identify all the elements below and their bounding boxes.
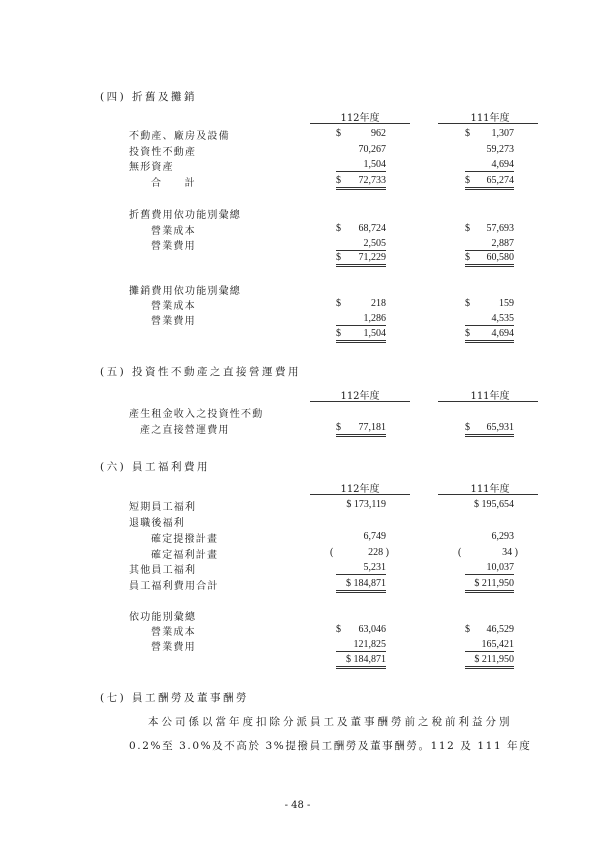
- row-label: 營業成本: [151, 226, 196, 237]
- header-rule: [310, 494, 410, 495]
- column-header-112: 112年度: [340, 113, 380, 124]
- row-label: 無形資產: [129, 162, 174, 173]
- value-111: ( 34 ): [458, 547, 518, 558]
- column-header-111: 111年度: [470, 113, 510, 124]
- function-subtitle: 依功能別彙總: [129, 612, 197, 623]
- total-111: $ 65,931: [465, 421, 514, 437]
- value-112: $ 68,724: [336, 223, 386, 234]
- total-111: $ 211,950: [465, 577, 514, 593]
- total-112: $ 72,733: [336, 174, 386, 190]
- column-header-111: 111年度: [470, 484, 510, 495]
- value-111: $ 195,654: [474, 499, 514, 510]
- total-111: $ 4,694: [465, 327, 514, 343]
- row-label: 其他員工福利: [129, 565, 197, 576]
- row-label: 投資性不動產: [129, 147, 197, 158]
- value-112: 6,749: [363, 531, 386, 542]
- header-rule: [438, 401, 538, 402]
- header-rule: [438, 494, 538, 495]
- value-112: $ 173,119: [346, 499, 386, 510]
- value-111: 6,293: [491, 531, 514, 542]
- section-5-title: (五) 投資性不動產之直接營運費用: [100, 366, 302, 378]
- value-111: $ 46,529: [465, 624, 514, 635]
- column-header-112: 112年度: [340, 391, 380, 402]
- value-112: 121,825: [336, 638, 386, 652]
- value-111: 4,694: [465, 158, 514, 172]
- value-111: 2,887: [465, 237, 514, 251]
- paragraph-line: 本公司係以當年度扣除分派員工及董事酬勞前之稅前利益分別: [148, 716, 513, 728]
- total-label: 員工福利費用合計: [129, 581, 219, 592]
- total-111: $ 211,950: [465, 653, 514, 669]
- amortization-subtitle: 攤銷費用依功能別彙總: [129, 286, 241, 297]
- value-112: 2,505: [336, 237, 386, 251]
- value-112: $ 962: [336, 128, 386, 139]
- value-112: ( 228 ): [330, 547, 389, 558]
- page-number: - 48 -: [284, 800, 311, 811]
- total-112: $ 184,871: [336, 577, 386, 593]
- row-label: 產生租金收入之投資性不動: [129, 409, 264, 420]
- row-label: 營業成本: [151, 627, 196, 638]
- value-111: $ 159: [465, 298, 514, 309]
- value-112: $ 63,046: [336, 624, 386, 635]
- row-label: 營業費用: [151, 642, 196, 653]
- value-111: $ 1,307: [465, 128, 514, 139]
- value-111: $ 57,693: [465, 223, 514, 234]
- row-label: 確定福利計畫: [151, 550, 219, 561]
- value-111: 10,037: [465, 561, 514, 575]
- total-112: $ 71,229: [336, 251, 386, 267]
- row-label: 營業費用: [151, 316, 196, 327]
- value-112: $ 218: [336, 298, 386, 309]
- value-111: 59,273: [486, 144, 514, 155]
- total-112: $ 1,504: [336, 327, 386, 343]
- value-112: 5,231: [336, 561, 386, 575]
- column-header-112: 112年度: [340, 484, 380, 495]
- row-label: 產之直接營運費用: [140, 425, 230, 436]
- row-label: 退職後福利: [129, 518, 185, 529]
- section-6-title: (六) 員工福利費用: [100, 461, 211, 473]
- section-4-title: (四) 折舊及攤銷: [100, 91, 198, 103]
- row-label: 短期員工福利: [129, 502, 197, 513]
- total-112: $ 184,871: [336, 653, 386, 669]
- section-7-title: (七) 員工酬勞及董事酬勞: [100, 692, 250, 704]
- paragraph-line: 0.2%至 3.0%及不高於 3%提撥員工酬勞及董事酬勞。112 及 111 年度: [129, 740, 532, 752]
- total-111: $ 60,580: [465, 251, 514, 267]
- row-label: 確定提撥計畫: [151, 534, 219, 545]
- total-112: $ 77,181: [336, 421, 386, 437]
- depreciation-subtitle: 折舊費用依功能別彙總: [129, 210, 241, 221]
- row-label: 不動產、廠房及設備: [129, 131, 230, 142]
- value-112: 70,267: [358, 144, 386, 155]
- value-111: 4,535: [465, 312, 514, 326]
- row-label: 營業成本: [151, 301, 196, 312]
- header-rule: [310, 401, 410, 402]
- value-111: 165,421: [465, 638, 514, 652]
- total-label: 合 計: [151, 178, 196, 189]
- header-rule: [310, 123, 410, 124]
- header-rule: [438, 123, 538, 124]
- value-112: 1,504: [336, 158, 386, 172]
- total-111: $ 65,274: [465, 174, 514, 190]
- column-header-111: 111年度: [470, 391, 510, 402]
- row-label: 營業費用: [151, 241, 196, 252]
- value-112: 1,286: [336, 312, 386, 326]
